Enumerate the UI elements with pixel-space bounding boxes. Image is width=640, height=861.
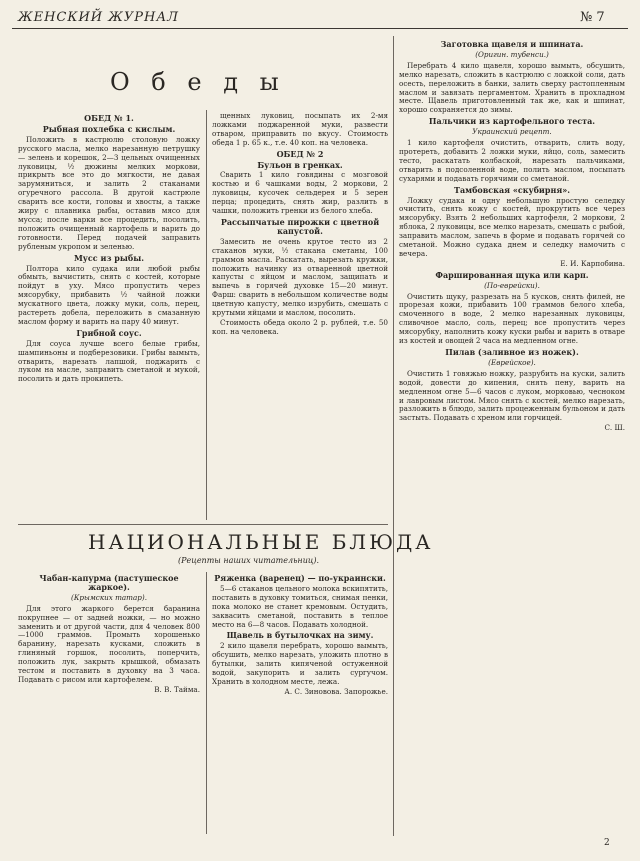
pilav-signature: С. Ш. [604, 423, 625, 433]
tambov-signature: Е. И. Карпобина. [560, 258, 625, 268]
bulon-text: Сварить 1 кило говядины с мозговой костью и 6 чашками воды, 2 моркови, 2 луковицы, кусочек сельдерея и 5 зерен перца; процедить, снять жир, разлить в чашки, положить гренки из белого хлеба. [212, 170, 388, 216]
pirozhki-text: Замесить не очень крутое тесто из 2 стаканов муки, ½ стакана сметаны, 100 граммов масла. Раскатать, вырезать кружки, положить начинку из отваренной цветной капусты с яйцом и маслом, защипать и выпечь в горячей духовке 15—20 минут. Фарш: сварить в небольшом количестве воды цветную капусту, мелко изрубить, смешать с крутыми яйцами и маслом, посолить. [212, 236, 388, 318]
zagotovka-title: Заготовка щавеля и шпината. [440, 39, 584, 49]
rybnaya-title: Рыбная похлебка с кислым. [42, 123, 176, 134]
shchavel-title: Щавель в бутылочках на зиму. [226, 630, 374, 641]
obed-1-heading: ОБЕД № 1. [84, 113, 134, 123]
chaban-subtitle: (Крымских татар). [71, 592, 147, 602]
zagotovka-subtitle: (Оригин. тубенси.) [475, 49, 549, 59]
column-5 [212, 572, 388, 834]
farsh-subtitle: (По-еврейски). [484, 280, 540, 290]
obed-2-cost: Стоимость обеда около 2 р. рублей, т.е. 50 коп. на человека. [212, 317, 388, 336]
column-3 [399, 38, 625, 833]
column-divider [206, 110, 207, 520]
pilav-subtitle: (Еврейское). [488, 357, 536, 367]
pilav-title: Пилав (заливное из ножек). [445, 347, 579, 357]
tambov-title: Тамбовская «скубирня». [453, 184, 571, 195]
nacionalnye-subtitle: (Рецепты наших читательниц). [178, 556, 320, 565]
ryazhanka-text: 5—6 стаканов цельного молока вскипятить, поставить в духовку томиться, снимая пенки, пока молоко не станет кремовым. Остудить, заквасить сметаной, поставить в теплое место на 6—8 часов. Подавать холодной. [212, 583, 388, 629]
muss-title: Мусс из рыбы. [73, 252, 145, 263]
column-divider [206, 572, 207, 834]
pirozhki-title: Рассыпчатые пирожки с цветной капустой. [220, 216, 380, 236]
page-number: 2 [604, 838, 610, 848]
obed-1-continued: щенных луковиц, посыпать их 2-мя ложками поджаренной муки, развести отваром, приправить по вкусу. Стоимость обеда 1 р. 65 к., т.е. 40 коп. на человека. [212, 112, 388, 147]
pilav-text: Очистить 1 говяжью ножку, разрубить на куски, залить водой, довести до кипения, снять пену, варить на медленном огне 5—6 часов с луком, морковью, чесноком и лавровым листом. Мясо снять с костей, мелко нарезать, разложить в блюдо, залить процеженным бульоном и дать застыть. Подавать с хреном или горчицей. [399, 368, 625, 423]
issue-number: № 7 [580, 10, 605, 25]
chaban-title: Чабан-капурма (пастушеское жаркое). [39, 573, 179, 592]
chaban-signature: В. В. Тайма. [154, 684, 200, 694]
farsh-title: Фаршированная щука или карп. [435, 269, 589, 280]
farsh-text: Очистить щуку, разрезать на 5 кусков, снять филей, не прорезая кожи, прибавить 100 граммов белого хлеба, смоченного в воде, 2 мелко нарезанных луковицы, сливочное масло, соль, перец; все пропустить через мясорубку, наполнить кожу куски рыбы и варить в отваре из костей и овощей 2 часа на медленном огне. [399, 291, 625, 346]
ryazhanka-title: Ряженка (варенец) — по-украински. [214, 573, 386, 583]
section-divider [18, 524, 388, 525]
tambov-text: Ложку судака и одну небольшую простую селедку очистить, снять кожу с костей, прокрутить все через мясорубку. Взять 2 небольших картофеля, 2 моркови, 2 яблока, 2 луковицы, все мелко нарезать, смешать с рыбой, заправить маслом, запечь в форме и подавать горячей со сметаной. Можно судака днем и селедку намочить с вечера. [399, 195, 625, 258]
zagotovka-text: Перебрать 4 кило щавеля, хорошо вымыть, обсушить, мелко нарезать, сложить в кастрюлю с ложкой соли, дать осесть, переложить в банки, залить сверху растопленным маслом и завязать пергаментом. Хранить в прохладном месте. Щавель приготовленный так же, как и шпинат, хорошо сохраняется до зимы. [399, 60, 625, 115]
chaban-text: Для этого жаркого берется баранина покрупнее — от задней ножки, — но можно заменить и от другой части, для 4 человек 800—1000 граммов. Промыть хорошенько баранину, нарезать кусками, сложить в глиняный горшок, посолить, поперчить, положить лук, закрыть крышкой, обмазать тестом и поставить в духовку на 3 часа. Подавать с рисом или картофелем. [18, 603, 200, 684]
column-4 [18, 572, 200, 834]
nacionalnye-heading: НАЦИОНАЛЬНЫЕ БЛЮДА [88, 530, 434, 554]
palchiki-text: 1 кило картофеля очистить, отварить, слить воду, протереть, добавить 2 ложки муки, яйцо, соль, замесить тесто, раскатать колбаской, нарезать пальчиками, отварить в подсоленной воде, полить маслом, посыпать сухарями и подавать горячими со сметаной. [399, 138, 625, 183]
shchavel-text: 2 кило щавеля перебрать, хорошо вымыть, обсушить, мелко нарезать, уложить плотно в бутылки, залить кипяченой остуженной водой, закупорить и залить сургучом. Хранить в холодном месте, лежа. [212, 641, 388, 686]
bulon-title: Бульон в гренках. [257, 159, 343, 170]
column-divider [393, 36, 394, 836]
rybnaya-text: Положить в кастрюлю столовую ложку русского масла, мелко нарезанную петрушку — зелень и корешок, 2—3 цельных очищенных луковицы, ½ дюжины мелких моркови, прикрыть все это до мягкости, не давая зарумяниться, и залить 2 стаканами огуречного рассола. В другой кастрюле сварить все кости, головы и хвосты, а также жиру с плавника рыбы, оставив мясо для мусса; после варки все процедить, посолить, положить очищенный картофель и варить до готовности. Перед подачей заправить рубленым укропом и зеленью. [18, 134, 200, 251]
obedy-heading: О б е д ы [110, 68, 286, 96]
palchiki-subtitle: Украинский рецепт. [472, 127, 552, 137]
magazine-title: ЖЕНСКИЙ ЖУРНАЛ [18, 10, 180, 25]
palchiki-title: Пальчики из картофельного теста. [428, 116, 596, 127]
shchavel-signature: А. С. Зиновова. Запорожье. [284, 686, 388, 696]
muss-text: Полтора кило судака или любой рыбы обмыть, вычистить, снять с костей, которые пойдут в уху. Мясо пропустить через мясорубку, прибавить ½ чайной ложки мускатного цвета, ложку муки, соль, перец, растереть добела, переложить в смазанную маслом форму и варить на пару 40 минут. [18, 263, 200, 326]
sous-title: Грибной соус. [76, 327, 142, 338]
column-1 [18, 112, 200, 522]
header-divider [12, 28, 628, 29]
column-2 [212, 112, 388, 522]
sous-text: Для соуса лучше всего белые грибы, шампиньоны и подберезовики. Грибы вымыть, отварить, нарезать лапшой, поджарить с луком на масле, заправить сметаной и мукой, посолить и дать прокипеть. [18, 338, 200, 384]
obed-2-heading: ОБЕД № 2 [276, 148, 324, 159]
